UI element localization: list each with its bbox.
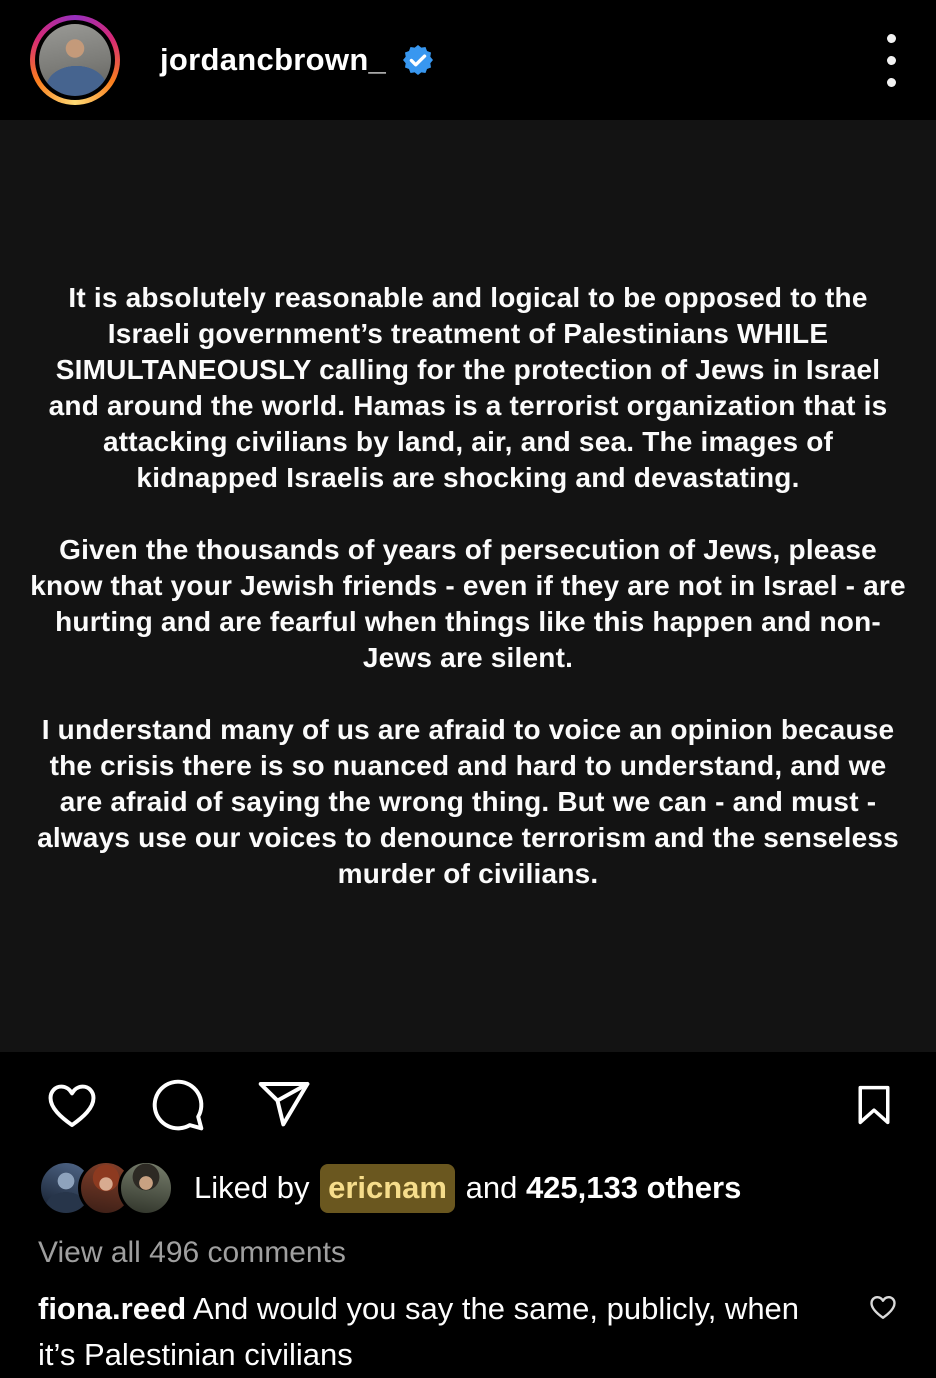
comment-username[interactable]: fiona.reed (38, 1291, 187, 1326)
post-paragraph: I understand many of us are afraid to voice an opinion because the crisis there is so nuanced and hard to understand, and we are afraid of saying the wrong thing. But we can - and must - always use our voices to denounce terrorism and the senseless murder of civilians. (37, 714, 899, 889)
liker-avatars[interactable] (38, 1160, 174, 1216)
avatar[interactable] (39, 24, 111, 96)
comment-like-button[interactable] (868, 1292, 898, 1322)
avatar-ring-gap (35, 20, 115, 100)
comment-button[interactable] (150, 1077, 206, 1133)
like-button[interactable] (44, 1077, 100, 1133)
heart-icon-small (868, 1292, 898, 1322)
paper-plane-icon (256, 1077, 312, 1133)
username-wrap (160, 42, 436, 78)
speech-bubble-icon (150, 1077, 206, 1133)
liked-by-username[interactable]: ericnam (320, 1164, 455, 1213)
post-paragraph: It is absolutely reasonable and logical to be opposed to the Israeli government’s treatment of Palestinians WHILE SIMULTANEOUSLY calling for the protection of Jews in Israel and around the world. Hamas is a terrorist organization that is attacking civilians by land, air, and sea. The images of kidnapped Israelis are shocking and devastating. (48, 282, 888, 493)
kebab-dot (887, 34, 896, 43)
story-ring[interactable] (30, 15, 120, 105)
liked-by-middle: and (456, 1170, 526, 1205)
post-image[interactable] (0, 120, 936, 1052)
comment-row (0, 1286, 936, 1378)
liked-by-text (194, 1170, 741, 1206)
more-options-icon[interactable] (883, 28, 900, 93)
liker-avatar[interactable] (118, 1160, 174, 1216)
comment-text: And would you say the same, publicly, when it’s Palestinian civilians (38, 1291, 800, 1372)
username[interactable]: jordancbrown_ (160, 42, 387, 77)
action-bar (0, 1076, 936, 1134)
comment-body (38, 1286, 838, 1378)
verified-badge-icon (400, 42, 436, 78)
bookmark-icon (852, 1077, 896, 1133)
liked-by-prefix: Liked by (194, 1170, 319, 1205)
kebab-dot (887, 56, 896, 65)
share-button[interactable] (256, 1077, 312, 1133)
kebab-dot (887, 78, 896, 87)
view-all-comments[interactable]: View all 496 comments (38, 1236, 346, 1269)
post-paragraph: Given the thousands of years of persecution of Jews, please know that your Jewish friends - even if they are not in Israel - are hurting and are fearful when things like this happen and non-Jews are silent. (30, 534, 906, 673)
liked-by-row[interactable] (0, 1160, 936, 1216)
liked-by-count[interactable]: 425,133 others (525, 1170, 742, 1205)
heart-icon (44, 1077, 100, 1133)
save-button[interactable] (852, 1077, 896, 1133)
post-header (0, 0, 936, 120)
